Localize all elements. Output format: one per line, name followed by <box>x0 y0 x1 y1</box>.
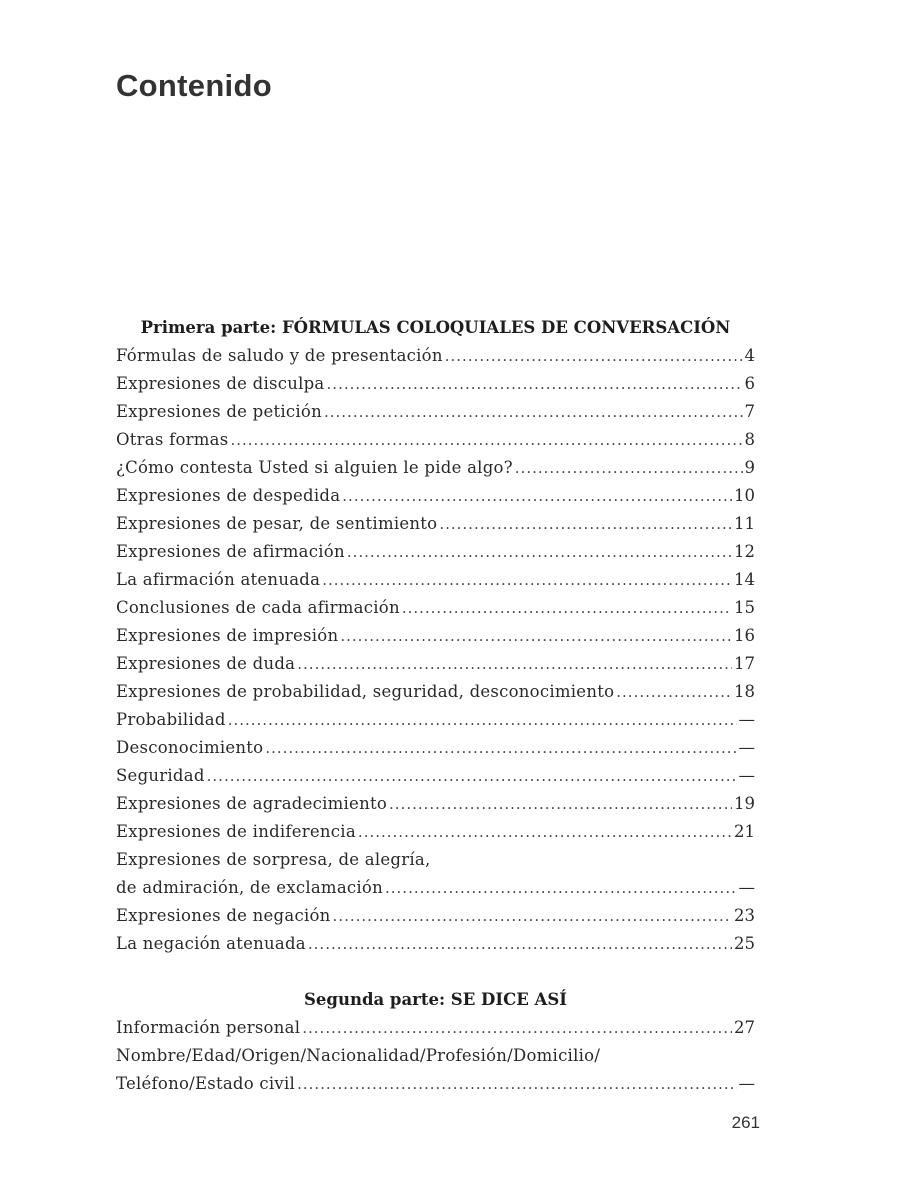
toc-entry-page: 19 <box>734 794 755 813</box>
toc-entry-label: Desconocimiento <box>116 738 264 757</box>
toc-entry <box>116 370 755 398</box>
toc-entry-page: 8 <box>744 430 755 449</box>
toc-entry-label: Expresiones de pesar, de sentimiento <box>116 514 438 533</box>
dot-leader <box>347 538 732 566</box>
dot-leader <box>358 818 732 846</box>
toc-entry <box>116 1042 755 1070</box>
toc-entry <box>116 1014 755 1042</box>
toc-entry-label: Expresiones de petición <box>116 402 322 421</box>
toc-entry <box>116 874 755 902</box>
toc-entry-page: — <box>738 738 755 757</box>
toc-entry-label: Expresiones de indiferencia <box>116 822 356 841</box>
dot-leader <box>439 510 732 538</box>
toc-entry-page: — <box>738 1074 755 1093</box>
toc-entry <box>116 398 755 426</box>
dot-leader <box>207 762 737 790</box>
toc-entry <box>116 706 755 734</box>
toc-entry-page: 25 <box>734 934 755 953</box>
toc-entry-page: 21 <box>734 822 755 841</box>
toc-entry-page: 14 <box>734 570 755 589</box>
toc-entry-label: Expresiones de probabilidad, seguridad, desconocimiento <box>116 682 615 701</box>
dot-leader <box>445 342 743 370</box>
dot-leader <box>333 902 732 930</box>
toc-entry-page: 4 <box>744 346 755 365</box>
dot-leader <box>324 398 743 426</box>
toc-entry-page: 10 <box>734 486 755 505</box>
toc-entry-page: 7 <box>744 402 755 421</box>
toc-entry-label: Nombre/Edad/Origen/Nacionalidad/Profesión/Domicilio/ <box>116 1046 601 1065</box>
toc-entry-page: — <box>738 766 755 785</box>
toc-entry-page: — <box>738 878 755 897</box>
section-heading: Primera parte: FÓRMULAS COLOQUIALES DE CONVERSACIÓN <box>140 318 731 337</box>
dot-leader <box>616 678 732 706</box>
dot-leader <box>402 594 732 622</box>
dot-leader <box>327 370 743 398</box>
dot-leader <box>389 790 732 818</box>
dot-leader <box>385 874 737 902</box>
toc-entry <box>116 902 755 930</box>
toc-entry <box>116 454 755 482</box>
dot-leader <box>342 482 732 510</box>
dot-leader <box>340 622 732 650</box>
toc-entry-label: Expresiones de afirmación <box>116 542 345 561</box>
toc-entry-label: ¿Cómo contesta Usted si alguien le pide algo? <box>116 458 513 477</box>
toc-entry-label: Probabilidad <box>116 710 226 729</box>
toc-entry-page: 16 <box>734 626 755 645</box>
dot-leader <box>265 734 736 762</box>
toc-entry <box>116 566 755 594</box>
toc-section-primera-parte <box>116 314 755 958</box>
toc-entry-label: Seguridad <box>116 766 205 785</box>
toc-entry-page: — <box>738 710 755 729</box>
page-number: 261 <box>731 1113 760 1132</box>
toc-entry <box>116 734 755 762</box>
toc-entry <box>116 538 755 566</box>
toc-entry-label: Expresiones de sorpresa, de alegría, <box>116 850 431 869</box>
toc-entry <box>116 790 755 818</box>
dot-leader <box>297 1070 736 1098</box>
section-heading: Segunda parte: SE DICE ASÍ <box>304 990 567 1009</box>
toc-entry <box>116 762 755 790</box>
dot-leader <box>230 426 742 454</box>
toc-entry-label: Expresiones de disculpa <box>116 374 325 393</box>
toc-entry-page: 6 <box>744 374 755 393</box>
toc-entry-label: Expresiones de impresión <box>116 626 339 645</box>
toc-section-segunda-parte <box>116 986 755 1098</box>
toc-entry-page: 27 <box>734 1018 755 1037</box>
toc-entry <box>116 846 755 874</box>
toc-entry-page: 15 <box>734 598 755 617</box>
toc-entry-page: 9 <box>744 458 755 477</box>
toc-entry <box>116 1070 755 1098</box>
toc-entry-page: 17 <box>734 654 755 673</box>
toc-entry-label: Conclusiones de cada afirmación <box>116 598 400 617</box>
toc-entry <box>116 510 755 538</box>
toc-entry <box>116 678 755 706</box>
toc-entry-label: Fórmulas de saludo y de presentación <box>116 346 443 365</box>
toc-entry <box>116 622 755 650</box>
toc-entry <box>116 930 755 958</box>
toc-entry-page: 11 <box>734 514 755 533</box>
toc-entry-label: Información personal <box>116 1018 301 1037</box>
dot-leader <box>515 454 743 482</box>
toc-entry-page: 18 <box>734 682 755 701</box>
dot-leader <box>308 930 732 958</box>
dot-leader <box>297 650 732 678</box>
dot-leader <box>228 706 737 734</box>
toc-entry-label: Expresiones de negación <box>116 906 331 925</box>
toc-entry-label: Expresiones de despedida <box>116 486 341 505</box>
toc-entry-label: La afirmación atenuada <box>116 570 321 589</box>
toc-entry-label: Teléfono/Estado civil <box>116 1074 296 1093</box>
page-title: Contenido <box>116 68 272 103</box>
toc-entry <box>116 342 755 370</box>
dot-leader <box>302 1014 732 1042</box>
toc-entry <box>116 818 755 846</box>
toc-entry <box>116 650 755 678</box>
toc-entry-label: Otras formas <box>116 430 229 449</box>
toc-entry-page: 23 <box>734 906 755 925</box>
toc-entry-label: Expresiones de agradecimiento <box>116 794 388 813</box>
toc-entry-label: La negación atenuada <box>116 934 306 953</box>
toc-entry-label: de admiración, de exclamación <box>116 878 383 897</box>
toc-entry <box>116 594 755 622</box>
toc-entry <box>116 482 755 510</box>
toc-entry-page: 12 <box>734 542 755 561</box>
toc-entry <box>116 426 755 454</box>
dot-leader <box>322 566 732 594</box>
toc-entry-label: Expresiones de duda <box>116 654 296 673</box>
